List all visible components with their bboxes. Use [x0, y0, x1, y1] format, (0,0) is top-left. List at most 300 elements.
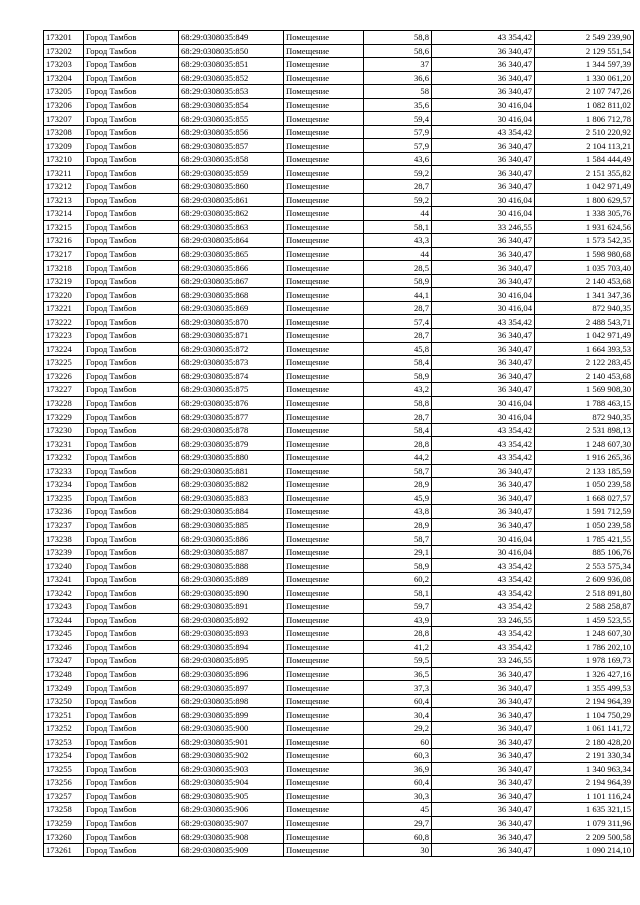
object-type-cell: Помещение [284, 694, 364, 708]
table-row [44, 572, 634, 586]
table-row [44, 125, 634, 139]
area-cell: 59,2 [364, 166, 432, 180]
rate-cell: 36 340,47 [432, 383, 535, 397]
cadastral-number-cell: 68:29:0308035:872 [179, 342, 284, 356]
city-cell: Город Тамбов [84, 152, 179, 166]
cadastral-value-cell: 1 355 499,53 [535, 681, 634, 695]
cadastral-value-cell: 1 082 811,02 [535, 98, 634, 112]
area-cell: 35,6 [364, 98, 432, 112]
cadastral-number-cell: 68:29:0308035:891 [179, 599, 284, 613]
area-cell: 45,9 [364, 491, 432, 505]
rate-cell: 30 416,04 [432, 410, 535, 424]
object-type-cell: Помещение [284, 599, 364, 613]
table-row [44, 44, 634, 58]
table-row [44, 843, 634, 857]
cadastral-number-cell: 68:29:0308035:855 [179, 112, 284, 126]
area-cell: 60,8 [364, 830, 432, 844]
city-cell: Город Тамбов [84, 694, 179, 708]
city-cell: Город Тамбов [84, 464, 179, 478]
object-type-cell: Помещение [284, 748, 364, 762]
row-number-cell: 173205 [44, 85, 84, 99]
city-cell: Город Тамбов [84, 491, 179, 505]
area-cell: 58,6 [364, 44, 432, 58]
object-type-cell: Помещение [284, 776, 364, 790]
city-cell: Город Тамбов [84, 776, 179, 790]
row-number-cell: 173217 [44, 247, 84, 261]
cadastral-value-cell: 1 338 305,76 [535, 207, 634, 221]
rate-cell: 43 354,42 [432, 423, 535, 437]
city-cell: Город Тамбов [84, 627, 179, 641]
city-cell: Город Тамбов [84, 640, 179, 654]
cadastral-value-cell: 1 573 542,35 [535, 234, 634, 248]
rate-cell: 30 416,04 [432, 288, 535, 302]
row-number-cell: 173224 [44, 342, 84, 356]
row-number-cell: 173221 [44, 301, 84, 315]
rate-cell: 36 340,47 [432, 261, 535, 275]
area-cell: 58,8 [364, 31, 432, 45]
cadastral-value-cell: 1 042 971,49 [535, 329, 634, 343]
object-type-cell: Помещение [284, 559, 364, 573]
registry-table-body [44, 31, 634, 857]
row-number-cell: 173203 [44, 58, 84, 72]
cadastral-number-cell: 68:29:0308035:906 [179, 803, 284, 817]
cadastral-value-cell: 2 588 258,87 [535, 599, 634, 613]
cadastral-value-cell: 2 180 428,20 [535, 735, 634, 749]
cadastral-number-cell: 68:29:0308035:903 [179, 762, 284, 776]
rate-cell: 36 340,47 [432, 58, 535, 72]
rate-cell: 30 416,04 [432, 545, 535, 559]
cadastral-value-cell: 1 248 607,30 [535, 437, 634, 451]
area-cell: 57,9 [364, 139, 432, 153]
rate-cell: 36 340,47 [432, 735, 535, 749]
table-row [44, 830, 634, 844]
rate-cell: 43 354,42 [432, 640, 535, 654]
rate-cell: 30 416,04 [432, 532, 535, 546]
area-cell: 60,3 [364, 748, 432, 762]
object-type-cell: Помещение [284, 234, 364, 248]
city-cell: Город Тамбов [84, 342, 179, 356]
area-cell: 28,9 [364, 478, 432, 492]
area-cell: 28,9 [364, 518, 432, 532]
rate-cell: 30 416,04 [432, 207, 535, 221]
row-number-cell: 173250 [44, 694, 84, 708]
rate-cell: 33 246,55 [432, 654, 535, 668]
cadastral-value-cell: 2 194 964,39 [535, 776, 634, 790]
cadastral-number-cell: 68:29:0308035:880 [179, 450, 284, 464]
cadastral-value-cell: 2 133 185,59 [535, 464, 634, 478]
object-type-cell: Помещение [284, 491, 364, 505]
area-cell: 58,7 [364, 464, 432, 478]
city-cell: Город Тамбов [84, 207, 179, 221]
city-cell: Город Тамбов [84, 301, 179, 315]
table-row [44, 220, 634, 234]
object-type-cell: Помещение [284, 613, 364, 627]
object-type-cell: Помещение [284, 505, 364, 519]
rate-cell: 33 246,55 [432, 220, 535, 234]
table-row [44, 803, 634, 817]
city-cell: Город Тамбов [84, 613, 179, 627]
object-type-cell: Помещение [284, 478, 364, 492]
cadastral-number-cell: 68:29:0308035:867 [179, 274, 284, 288]
row-number-cell: 173232 [44, 450, 84, 464]
city-cell: Город Тамбов [84, 572, 179, 586]
object-type-cell: Помещение [284, 98, 364, 112]
cadastral-value-cell: 1 090 214,10 [535, 843, 634, 857]
cadastral-value-cell: 1 079 311,96 [535, 816, 634, 830]
cadastral-number-cell: 68:29:0308035:882 [179, 478, 284, 492]
cadastral-value-cell: 1 042 971,49 [535, 180, 634, 194]
table-row [44, 721, 634, 735]
rate-cell: 36 340,47 [432, 789, 535, 803]
object-type-cell: Помещение [284, 518, 364, 532]
cadastral-number-cell: 68:29:0308035:849 [179, 31, 284, 45]
cadastral-number-cell: 68:29:0308035:902 [179, 748, 284, 762]
rate-cell: 36 340,47 [432, 356, 535, 370]
object-type-cell: Помещение [284, 830, 364, 844]
object-type-cell: Помещение [284, 180, 364, 194]
row-number-cell: 173214 [44, 207, 84, 221]
city-cell: Город Тамбов [84, 98, 179, 112]
object-type-cell: Помещение [284, 369, 364, 383]
row-number-cell: 173228 [44, 396, 84, 410]
cadastral-value-cell: 1 931 624,56 [535, 220, 634, 234]
row-number-cell: 173238 [44, 532, 84, 546]
rate-cell: 43 354,42 [432, 437, 535, 451]
object-type-cell: Помещение [284, 274, 364, 288]
city-cell: Город Тамбов [84, 85, 179, 99]
city-cell: Город Тамбов [84, 735, 179, 749]
cadastral-value-cell: 1 340 963,34 [535, 762, 634, 776]
city-cell: Город Тамбов [84, 721, 179, 735]
cadastral-number-cell: 68:29:0308035:888 [179, 559, 284, 573]
table-row [44, 31, 634, 45]
table-row [44, 139, 634, 153]
rate-cell: 43 354,42 [432, 599, 535, 613]
cadastral-value-cell: 1 978 169,73 [535, 654, 634, 668]
cadastral-number-cell: 68:29:0308035:894 [179, 640, 284, 654]
cadastral-value-cell: 885 106,76 [535, 545, 634, 559]
object-type-cell: Помещение [284, 464, 364, 478]
area-cell: 43,2 [364, 383, 432, 397]
area-cell: 30 [364, 843, 432, 857]
cadastral-value-cell: 2 553 575,34 [535, 559, 634, 573]
city-cell: Город Тамбов [84, 247, 179, 261]
area-cell: 43,9 [364, 613, 432, 627]
cadastral-number-cell: 68:29:0308035:896 [179, 667, 284, 681]
cadastral-number-cell: 68:29:0308035:856 [179, 125, 284, 139]
area-cell: 58,9 [364, 559, 432, 573]
row-number-cell: 173215 [44, 220, 84, 234]
rate-cell: 36 340,47 [432, 71, 535, 85]
table-row [44, 288, 634, 302]
area-cell: 36,5 [364, 667, 432, 681]
row-number-cell: 173229 [44, 410, 84, 424]
area-cell: 59,2 [364, 193, 432, 207]
city-cell: Город Тамбов [84, 803, 179, 817]
cadastral-value-cell: 1 591 712,59 [535, 505, 634, 519]
cadastral-number-cell: 68:29:0308035:858 [179, 152, 284, 166]
object-type-cell: Помещение [284, 315, 364, 329]
row-number-cell: 173252 [44, 721, 84, 735]
area-cell: 44,2 [364, 450, 432, 464]
area-cell: 58,4 [364, 423, 432, 437]
rate-cell: 36 340,47 [432, 830, 535, 844]
cadastral-number-cell: 68:29:0308035:909 [179, 843, 284, 857]
cadastral-value-cell: 1 598 980,68 [535, 247, 634, 261]
table-row [44, 789, 634, 803]
table-row [44, 193, 634, 207]
row-number-cell: 173216 [44, 234, 84, 248]
object-type-cell: Помещение [284, 139, 364, 153]
area-cell: 28,7 [364, 329, 432, 343]
rate-cell: 36 340,47 [432, 694, 535, 708]
table-row [44, 410, 634, 424]
table-row [44, 423, 634, 437]
table-row [44, 532, 634, 546]
city-cell: Город Тамбов [84, 599, 179, 613]
cadastral-number-cell: 68:29:0308035:899 [179, 708, 284, 722]
object-type-cell: Помещение [284, 58, 364, 72]
table-row [44, 748, 634, 762]
table-row [44, 762, 634, 776]
area-cell: 44 [364, 207, 432, 221]
cadastral-number-cell: 68:29:0308035:850 [179, 44, 284, 58]
city-cell: Город Тамбов [84, 180, 179, 194]
city-cell: Город Тамбов [84, 437, 179, 451]
cadastral-value-cell: 1 101 116,24 [535, 789, 634, 803]
row-number-cell: 173208 [44, 125, 84, 139]
cadastral-number-cell: 68:29:0308035:860 [179, 180, 284, 194]
row-number-cell: 173253 [44, 735, 84, 749]
rate-cell: 36 340,47 [432, 491, 535, 505]
city-cell: Город Тамбов [84, 762, 179, 776]
city-cell: Город Тамбов [84, 396, 179, 410]
city-cell: Город Тамбов [84, 545, 179, 559]
city-cell: Город Тамбов [84, 166, 179, 180]
table-row [44, 559, 634, 573]
cadastral-value-cell: 2 531 898,13 [535, 423, 634, 437]
object-type-cell: Помещение [284, 261, 364, 275]
rate-cell: 36 340,47 [432, 478, 535, 492]
object-type-cell: Помещение [284, 125, 364, 139]
cadastral-value-cell: 1 330 061,20 [535, 71, 634, 85]
rate-cell: 36 340,47 [432, 681, 535, 695]
table-row [44, 112, 634, 126]
area-cell: 44,1 [364, 288, 432, 302]
object-type-cell: Помещение [284, 301, 364, 315]
table-row [44, 681, 634, 695]
object-type-cell: Помещение [284, 44, 364, 58]
table-row [44, 301, 634, 315]
area-cell: 36,9 [364, 762, 432, 776]
area-cell: 58,8 [364, 396, 432, 410]
cadastral-value-cell: 1 785 421,55 [535, 532, 634, 546]
rate-cell: 43 354,42 [432, 559, 535, 573]
cadastral-number-cell: 68:29:0308035:857 [179, 139, 284, 153]
area-cell: 28,8 [364, 437, 432, 451]
city-cell: Город Тамбов [84, 71, 179, 85]
cadastral-number-cell: 68:29:0308035:895 [179, 654, 284, 668]
row-number-cell: 173212 [44, 180, 84, 194]
city-cell: Город Тамбов [84, 748, 179, 762]
row-number-cell: 173218 [44, 261, 84, 275]
rate-cell: 36 340,47 [432, 180, 535, 194]
area-cell: 45 [364, 803, 432, 817]
city-cell: Город Тамбов [84, 261, 179, 275]
rate-cell: 36 340,47 [432, 505, 535, 519]
table-row [44, 166, 634, 180]
cadastral-number-cell: 68:29:0308035:870 [179, 315, 284, 329]
rate-cell: 43 354,42 [432, 572, 535, 586]
rate-cell: 36 340,47 [432, 139, 535, 153]
registry-table-container [43, 30, 631, 857]
cadastral-value-cell: 1 916 265,36 [535, 450, 634, 464]
cadastral-value-cell: 1 050 239,58 [535, 478, 634, 492]
cadastral-number-cell: 68:29:0308035:873 [179, 356, 284, 370]
row-number-cell: 173259 [44, 816, 84, 830]
table-row [44, 667, 634, 681]
cadastral-value-cell: 2 129 551,54 [535, 44, 634, 58]
cadastral-value-cell: 1 050 239,58 [535, 518, 634, 532]
cadastral-value-cell: 2 151 355,82 [535, 166, 634, 180]
cadastral-number-cell: 68:29:0308035:861 [179, 193, 284, 207]
area-cell: 59,4 [364, 112, 432, 126]
city-cell: Город Тамбов [84, 139, 179, 153]
rate-cell: 36 340,47 [432, 721, 535, 735]
area-cell: 60,4 [364, 776, 432, 790]
area-cell: 30,4 [364, 708, 432, 722]
row-number-cell: 173227 [44, 383, 84, 397]
area-cell: 58,1 [364, 586, 432, 600]
table-row [44, 58, 634, 72]
area-cell: 28,7 [364, 410, 432, 424]
object-type-cell: Помещение [284, 396, 364, 410]
area-cell: 57,9 [364, 125, 432, 139]
row-number-cell: 173257 [44, 789, 84, 803]
area-cell: 58,1 [364, 220, 432, 234]
row-number-cell: 173233 [44, 464, 84, 478]
cadastral-value-cell: 872 940,35 [535, 301, 634, 315]
cadastral-value-cell: 2 104 113,21 [535, 139, 634, 153]
cadastral-value-cell: 2 488 543,71 [535, 315, 634, 329]
cadastral-number-cell: 68:29:0308035:862 [179, 207, 284, 221]
cadastral-number-cell: 68:29:0308035:884 [179, 505, 284, 519]
rate-cell: 43 354,42 [432, 450, 535, 464]
object-type-cell: Помещение [284, 721, 364, 735]
cadastral-value-cell: 2 510 220,92 [535, 125, 634, 139]
table-row [44, 776, 634, 790]
table-row [44, 478, 634, 492]
cadastral-number-cell: 68:29:0308035:900 [179, 721, 284, 735]
area-cell: 60 [364, 735, 432, 749]
table-row [44, 180, 634, 194]
cadastral-number-cell: 68:29:0308035:875 [179, 383, 284, 397]
row-number-cell: 173220 [44, 288, 84, 302]
row-number-cell: 173248 [44, 667, 84, 681]
rate-cell: 43 354,42 [432, 586, 535, 600]
rate-cell: 36 340,47 [432, 329, 535, 343]
row-number-cell: 173255 [44, 762, 84, 776]
row-number-cell: 173244 [44, 613, 84, 627]
rate-cell: 36 340,47 [432, 816, 535, 830]
rate-cell: 30 416,04 [432, 396, 535, 410]
city-cell: Город Тамбов [84, 667, 179, 681]
city-cell: Город Тамбов [84, 830, 179, 844]
rate-cell: 33 246,55 [432, 613, 535, 627]
cadastral-value-cell: 1 584 444,49 [535, 152, 634, 166]
rate-cell: 36 340,47 [432, 247, 535, 261]
rate-cell: 30 416,04 [432, 301, 535, 315]
city-cell: Город Тамбов [84, 505, 179, 519]
row-number-cell: 173226 [44, 369, 84, 383]
object-type-cell: Помещение [284, 71, 364, 85]
rate-cell: 36 340,47 [432, 234, 535, 248]
table-row [44, 261, 634, 275]
row-number-cell: 173223 [44, 329, 84, 343]
table-row [44, 437, 634, 451]
table-row [44, 369, 634, 383]
city-cell: Город Тамбов [84, 410, 179, 424]
table-row [44, 85, 634, 99]
area-cell: 58 [364, 85, 432, 99]
table-row [44, 613, 634, 627]
object-type-cell: Помещение [284, 681, 364, 695]
table-row [44, 450, 634, 464]
table-row [44, 518, 634, 532]
table-row [44, 708, 634, 722]
row-number-cell: 173209 [44, 139, 84, 153]
cadastral-value-cell: 1 104 750,29 [535, 708, 634, 722]
rate-cell: 36 340,47 [432, 274, 535, 288]
object-type-cell: Помещение [284, 803, 364, 817]
object-type-cell: Помещение [284, 356, 364, 370]
row-number-cell: 173231 [44, 437, 84, 451]
cadastral-value-cell: 872 940,35 [535, 410, 634, 424]
cadastral-number-cell: 68:29:0308035:877 [179, 410, 284, 424]
cadastral-number-cell: 68:29:0308035:874 [179, 369, 284, 383]
city-cell: Город Тамбов [84, 58, 179, 72]
table-row [44, 152, 634, 166]
city-cell: Город Тамбов [84, 288, 179, 302]
rate-cell: 43 354,42 [432, 31, 535, 45]
city-cell: Город Тамбов [84, 478, 179, 492]
cadastral-value-cell: 2 140 453,68 [535, 369, 634, 383]
object-type-cell: Помещение [284, 843, 364, 857]
cadastral-number-cell: 68:29:0308035:904 [179, 776, 284, 790]
cadastral-value-cell: 1 248 607,30 [535, 627, 634, 641]
table-row [44, 505, 634, 519]
row-number-cell: 173243 [44, 599, 84, 613]
area-cell: 59,5 [364, 654, 432, 668]
cadastral-value-cell: 1 341 347,36 [535, 288, 634, 302]
cadastral-number-cell: 68:29:0308035:897 [179, 681, 284, 695]
row-number-cell: 173256 [44, 776, 84, 790]
cadastral-value-cell: 1 800 629,57 [535, 193, 634, 207]
row-number-cell: 173207 [44, 112, 84, 126]
cadastral-number-cell: 68:29:0308035:892 [179, 613, 284, 627]
city-cell: Город Тамбов [84, 450, 179, 464]
table-row [44, 654, 634, 668]
cadastral-number-cell: 68:29:0308035:893 [179, 627, 284, 641]
city-cell: Город Тамбов [84, 816, 179, 830]
area-cell: 28,7 [364, 180, 432, 194]
cadastral-value-cell: 2 609 936,08 [535, 572, 634, 586]
cadastral-value-cell: 1 035 703,40 [535, 261, 634, 275]
row-number-cell: 173260 [44, 830, 84, 844]
area-cell: 37 [364, 58, 432, 72]
cadastral-value-cell: 2 549 239,90 [535, 31, 634, 45]
object-type-cell: Помещение [284, 735, 364, 749]
